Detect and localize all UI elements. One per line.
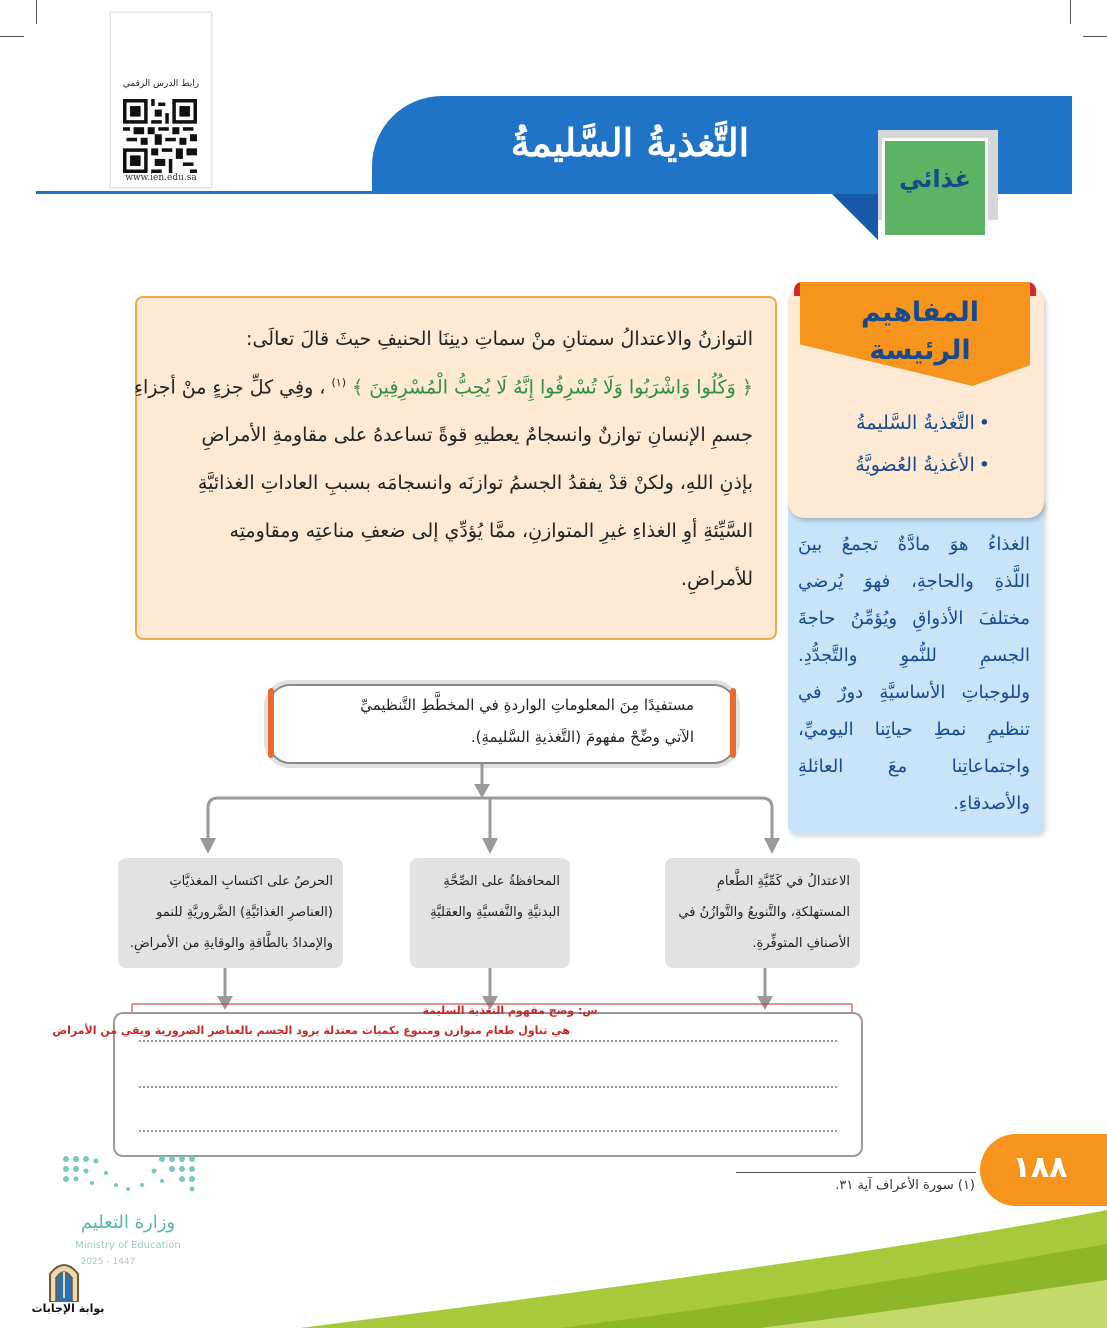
- verse-footnote-ref: (١): [331, 376, 346, 389]
- instruction-line: مستفيدًا مِنَ المعلوماتِ الواردةِ في المخطَّطِ التَّنظيميِّ: [360, 696, 694, 714]
- footnote-rule: [736, 1172, 976, 1173]
- lesson-title: التَّغذيةُ السَّليمةُ: [510, 120, 750, 165]
- moe-name-ar: وزارة التعليم: [80, 1212, 176, 1233]
- info-line: وللوجباتِ الأساسيَّةِ دورٌ في: [798, 682, 1030, 703]
- concepts-title-line: الرئيسة: [869, 335, 971, 366]
- moe-name-en: Ministry of Education: [75, 1240, 181, 1251]
- intro-line-tail: ، وفِي كلِّ جزءٍ منْ أجزاءِ: [134, 376, 326, 399]
- bullet: •: [978, 412, 990, 434]
- info-line: واجتماعاتِنا معَ العائلةِ: [798, 756, 1030, 777]
- watermark-text: بوابة الإجابات: [31, 1302, 105, 1315]
- info-line: والأصدقاءِ.: [953, 793, 1030, 814]
- info-line: الجسمِ للنُّموِ والتَّجدُّدِ.: [798, 645, 1030, 666]
- diagram-node-nutrients: [118, 858, 343, 968]
- node-line: الاعتدالُ في كَمِّيَّةِ الطَّعامِ: [716, 874, 850, 889]
- intro-line: التوازنُ والاعتدالُ سمتانِ منْ سماتِ دينِنَا الحنيفِ حيثَ قالَ تعالَى:: [246, 328, 753, 350]
- arrow-head: [757, 996, 773, 1010]
- answer-line: [139, 1130, 837, 1132]
- arrow-head: [474, 784, 490, 798]
- unit-tag-label: غذائي: [899, 165, 971, 193]
- arrow-head: [200, 838, 216, 854]
- node-line: (العناصرِ الغذائيَّةِ) الضَّروريَّةِ للنمو: [156, 905, 333, 920]
- info-line: الغذاءُ هوَ مادَّةٌ تجمعُ بينَ: [798, 534, 1030, 555]
- intro-line: السَّيِّئةِ أوِ الغذاءِ غيرِ المتوازنِ، ممَّا يُؤدِّي إلى ضعفِ مناعتِه ومقاومتِه: [229, 520, 753, 542]
- diagram-node-moderation: [665, 858, 860, 968]
- footnote: (١) سورة الأعراف آية ٣١.: [835, 1178, 975, 1193]
- intro-line: جسمِ الإنسانِ توازنٌ وانسجامٌ يعطيهِ قوةً تساعدهُ على مقاومةِ الأمراضِ: [201, 424, 753, 446]
- answer-line: [139, 1040, 837, 1042]
- concepts-title-line: المفاهيم: [861, 297, 979, 328]
- arrow-head: [482, 838, 498, 854]
- bawaba-logo-icon: [44, 1258, 84, 1302]
- concept-item-label: الأغذيةُ العُضويَّةُ: [855, 454, 975, 476]
- arrow-head: [217, 996, 233, 1010]
- handwritten-question: س: وضح مفهوم التغذية السليمة: [422, 1004, 598, 1017]
- intro-line: للأمراضِ.: [680, 568, 753, 590]
- node-line: الأصنافِ المتوفِّرةِ.: [752, 936, 850, 951]
- concept-item-label: التَّغذيةُ السَّليمةُ: [856, 412, 975, 434]
- info-line: تنظيمِ نمطِ حياتِنا اليوميِّ،: [798, 719, 1030, 740]
- bullet: •: [978, 454, 990, 476]
- diagram-node-health: [410, 858, 570, 968]
- answer-line: [139, 1086, 837, 1088]
- handwritten-answer: هي تناول طعام متوازن ومتنوع بكميات معتدلة يزود الجسم بالعناصر الضرورية ويقي من الأمراض: [52, 1024, 570, 1037]
- quran-verse: ﴿ وَكُلُوا وَاشْرَبُوا وَلَا تُسْرِفُوا إِنَّهُ لَا يُحِبُّ الْمُسْرِفِينَ ﴾: [352, 376, 753, 399]
- node-line: البدنيَّةِ والنَّفسيَّةِ والعقليَّةِ: [430, 905, 560, 920]
- intro-line: بإذنِ اللهِ، ولكنْ قدْ يفقدُ الجسمُ توازنَه وانسجامَه بسببِ العاداتِ الغذائيَّةِ: [197, 472, 753, 494]
- page-number: ١٨٨: [1012, 1150, 1068, 1185]
- moe-year: 2025 - 1447: [80, 1257, 136, 1267]
- info-line: مختلفَ الأذواقِ ويُؤمِّنُ حاجةَ: [798, 608, 1030, 629]
- qr-url[interactable]: www.ien.edu.sa: [125, 173, 197, 183]
- node-line: المحافظةُ على الصِّحَّةِ: [443, 874, 560, 889]
- instruction-line: الآتي وضِّحْ مفهومَ (التَّغذيةِ السَّليمةِ).: [470, 728, 694, 746]
- node-line: والإمدادُ بالطَّاقةِ والوقايةِ من الأمراضِ.: [129, 936, 333, 951]
- node-line: المستهلكةِ، والتَّنويعُ والتَّوازُنُ في: [678, 905, 850, 920]
- moe-logo-icon: [62, 1155, 196, 1195]
- qr-label: رابط الدرس الرقمي: [122, 79, 200, 89]
- info-line: اللَّذةِ والحاجةِ، فهوَ يُرضي: [798, 571, 1030, 592]
- node-line: الحرصُ على اكتسابِ المغذيَّاتِ: [169, 874, 333, 889]
- arrow-head: [764, 838, 780, 854]
